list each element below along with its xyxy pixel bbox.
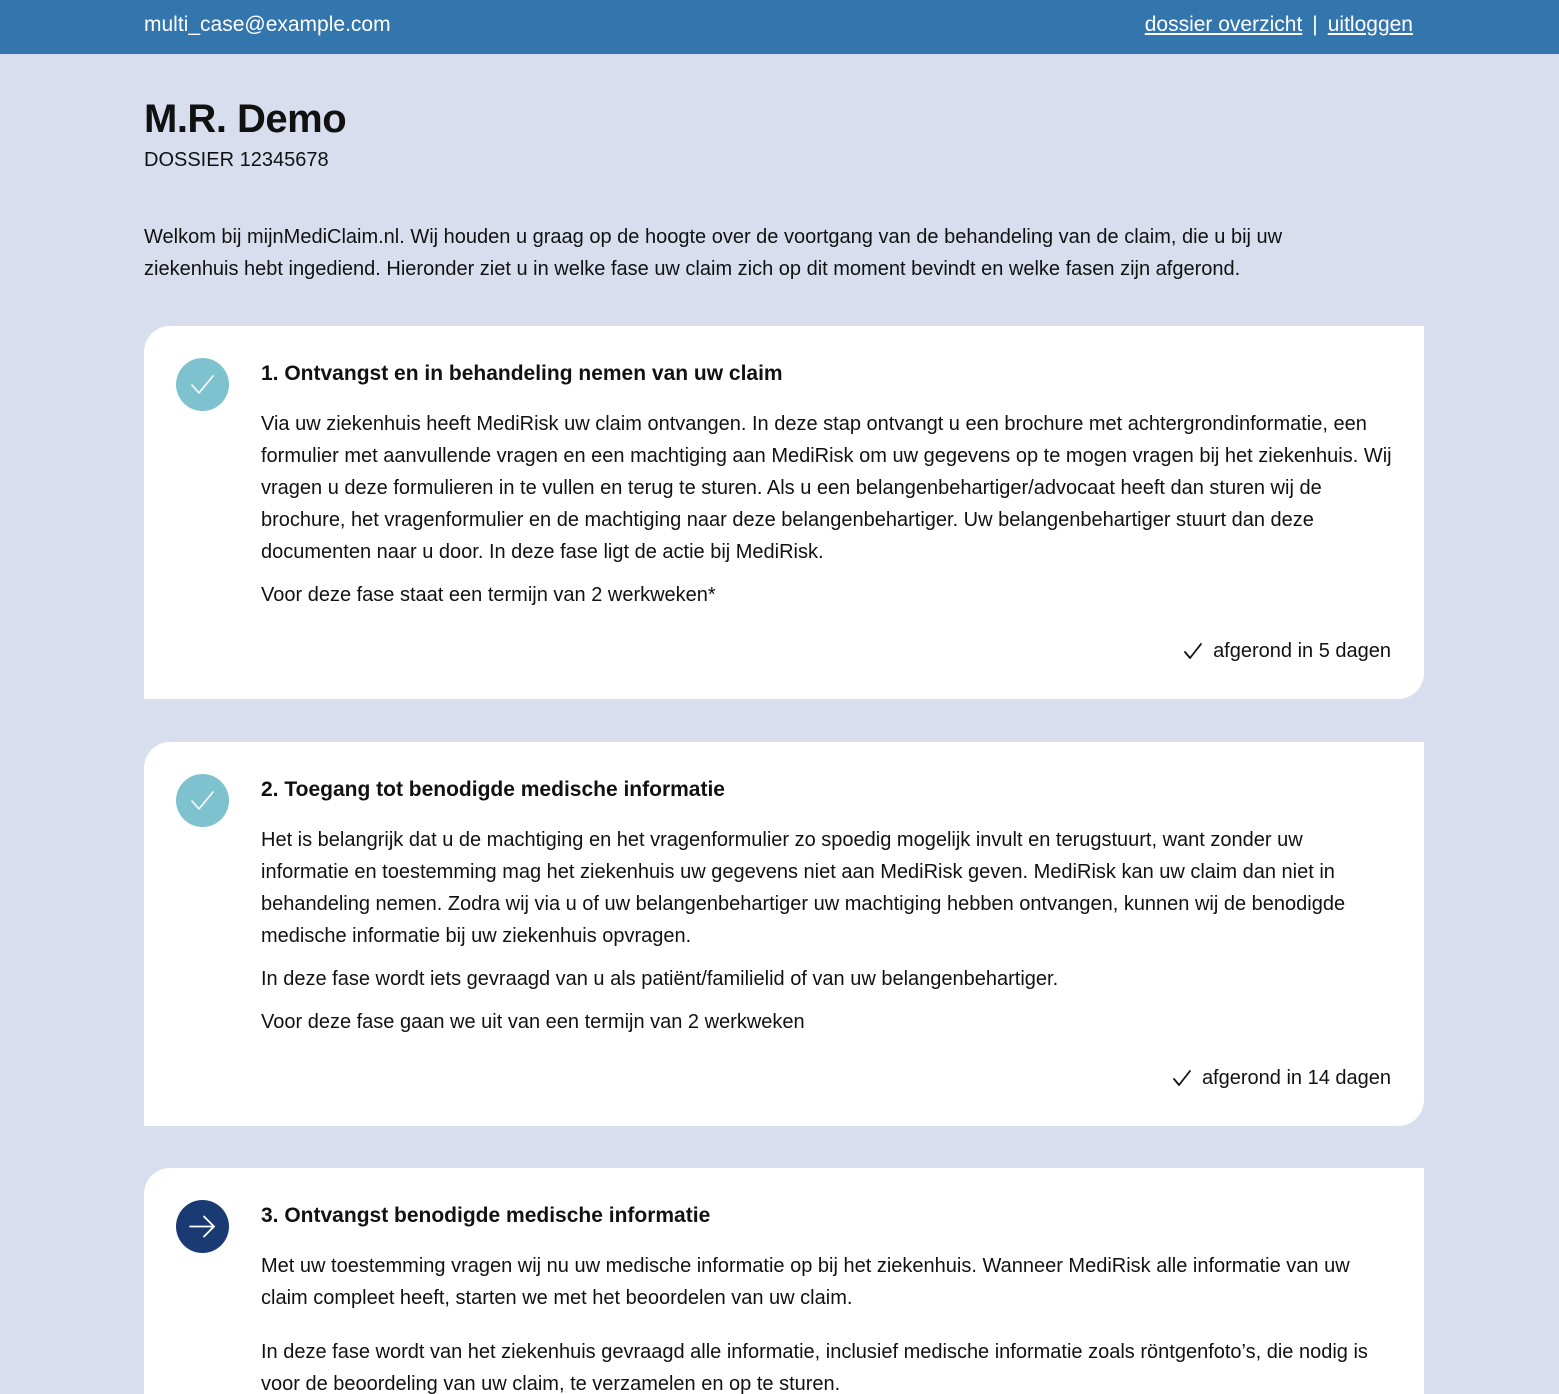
phase-card-2 — [144, 742, 1424, 1126]
phase-title: 1. Ontvangst en in behandeling nemen van uw claim — [261, 362, 783, 385]
dossier-overview-link[interactable]: dossier overzicht — [1144, 13, 1303, 36]
phase-status-done — [176, 358, 229, 411]
user-email: multi_case@example.com — [144, 13, 391, 36]
arrow-right-icon — [176, 1200, 229, 1253]
phase-description: Via uw ziekenhuis heeft MediRisk uw claim ontvangen. In deze stap ontvangt u een brochure met achtergrondinformatie, een formulier met aanvullende vragen en een machtiging aan MediRisk om uw gegevens op te mogen vragen bij het ziekenhuis. Wij vragen u deze formulieren in te vullen en terug te sturen. Als u een belangenbehartiger/advocaat heeft dan sturen wij de brochure, het vragenformulier en de machtiging naar deze belangenbehartiger. Uw belangenbehartiger stuurt dan deze documenten naar u door. In deze fase ligt de actie bij MediRisk. — [261, 413, 1392, 563]
top-nav — [1145, 13, 1413, 37]
page-title: M.R. Demo — [144, 97, 347, 141]
phase-result-label: afgerond in 14 dagen — [1201, 1067, 1391, 1089]
phase-result — [1172, 1063, 1391, 1093]
phase-responsibility: In deze fase wordt iets gevraagd van u als patiënt/familielid of van uw belangenbehartiger. — [261, 968, 1059, 990]
top-bar — [0, 0, 1559, 54]
phase-content — [261, 359, 1393, 622]
phase-result-label: afgerond in 5 dagen — [1213, 640, 1391, 662]
phase-status-active — [176, 1200, 229, 1253]
phase-content — [261, 775, 1393, 1049]
check-icon — [1183, 641, 1203, 661]
check-icon — [176, 358, 229, 411]
phase-title: 3. Ontvangst benodigde medische informatie — [261, 1204, 711, 1227]
phase-result — [1183, 636, 1391, 666]
phase-status-done — [176, 774, 229, 827]
intro-text: Welkom bij mijnMediClaim.nl. Wij houden u graag op de hoogte over de voortgang van de behandeling van de claim, die u bij uw ziekenhuis hebt ingediend. Hieronder ziet u in welke fase uw claim zich op dit moment bevindt en welke fasen zijn afgerond. — [144, 226, 1283, 280]
phase-title: 2. Toegang tot benodigde medische informatie — [261, 778, 725, 801]
dossier-number: DOSSIER 12345678 — [144, 149, 329, 171]
check-icon — [176, 774, 229, 827]
phase-card-1 — [144, 326, 1424, 699]
phase-card-3 — [144, 1168, 1424, 1394]
logout-link[interactable]: uitloggen — [1327, 13, 1413, 36]
phase-description: Met uw toestemming vragen wij nu uw medische informatie op bij het ziekenhuis. Wanneer MediRisk alle informatie van uw claim compleet heeft, starten we met het beoordelen van uw claim. — [261, 1255, 1350, 1309]
phase-responsibility: In deze fase wordt van het ziekenhuis gevraagd alle informatie, inclusief medische informatie zoals röntgenfoto’s, die nodig is voor de beoordeling van uw claim, te verzamelen en op te sturen. — [261, 1341, 1368, 1394]
phase-term: Voor deze fase staat een termijn van 2 werkweken* — [261, 584, 716, 606]
phase-term: Voor deze fase gaan we uit van een termijn van 2 werkweken — [261, 1011, 805, 1033]
phase-content — [261, 1201, 1393, 1394]
phase-description: Het is belangrijk dat u de machtiging en het vragenformulier zo spoedig mogelijk invult en terugstuurt, want zonder uw informatie en toestemming mag het ziekenhuis uw gegevens niet aan MediRisk geven. MediRisk kan uw claim dan niet in behandeling nemen. Zodra wij via u of uw belangenbehartiger uw machtiging hebben ontvangen, kunnen wij de benodigde medische informatie bij uw ziekenhuis opvragen. — [261, 829, 1346, 947]
check-icon — [1172, 1068, 1192, 1088]
nav-separator: | — [1312, 13, 1318, 36]
